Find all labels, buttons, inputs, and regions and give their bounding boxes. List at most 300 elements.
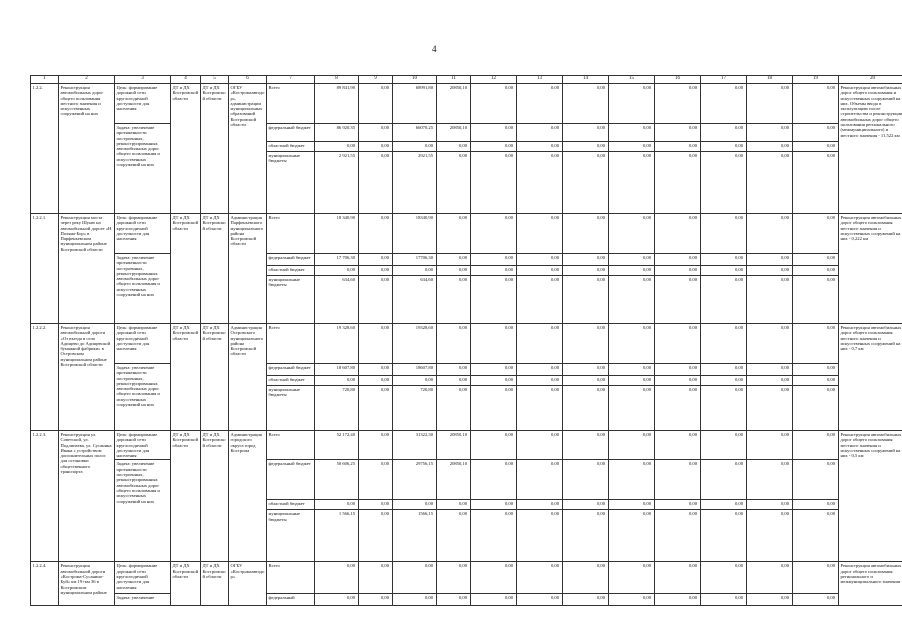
funding-value: 0,00 [701, 124, 747, 142]
entry-goal: Цель: формирование дорожной сети круглогодичной доступности для населения [115, 431, 171, 460]
entry-goal: Цель: формирование дорожной сети круглогодичной доступности для населения [115, 214, 171, 254]
funding-value: 0,00 [655, 460, 701, 500]
funding-value: 0,00 [517, 276, 563, 324]
funding-value: 29756,15 [393, 460, 437, 500]
entry-name: Реконструкция моста через реку Шуню на автомобильной дороге «Н. Поляна-Бор» в Парфеньевском муниципальном районе Костромской области [59, 214, 115, 324]
funding-value: 0,00 [437, 324, 471, 364]
entry-goal: Цель: формирование дорожной сети круглогодичной доступности для населения [115, 562, 171, 594]
funding-value: 0,00 [747, 152, 793, 214]
funding-value: 0,00 [747, 376, 793, 386]
funding-value: 0,00 [563, 594, 609, 606]
funding-value: 0,00 [747, 364, 793, 376]
funding-value: 0,00 [517, 254, 563, 266]
entry-participant: Администрация городского округа город Кострома [229, 431, 267, 562]
funding-value: 0,00 [609, 510, 655, 562]
funding-value: 0,00 [563, 562, 609, 594]
funding-source: федеральный бюджет [267, 364, 315, 376]
funding-value: 0,00 [437, 500, 471, 510]
funding-value: 0,00 [471, 376, 517, 386]
funding-source: областной бюджет [267, 266, 315, 276]
funding-value: 20850,10 [437, 460, 471, 500]
funding-value: 0,00 [609, 376, 655, 386]
funding-value: 20850,10 [437, 84, 471, 124]
column-number: 2 [59, 76, 115, 84]
funding-value: 0,00 [701, 594, 747, 606]
funding-value: 0,00 [437, 254, 471, 266]
column-number: 11 [437, 76, 471, 84]
funding-value: 0,00 [793, 562, 839, 594]
funding-value: 0,00 [563, 510, 609, 562]
funding-row [31, 594, 902, 606]
funding-value: 18607,80 [393, 364, 437, 376]
column-number: 5 [201, 76, 229, 84]
funding-value: 0,00 [701, 562, 747, 594]
funding-value: 0,00 [437, 594, 471, 606]
funding-value: 0,00 [563, 386, 609, 431]
funding-value: 0,00 [701, 500, 747, 510]
funding-value: 720,80 [393, 386, 437, 431]
funding-value: 0,00 [563, 124, 609, 142]
column-number: 3 [115, 76, 171, 84]
funding-value: 0,00 [517, 364, 563, 376]
funding-value: 0,00 [359, 124, 393, 142]
funding-value: 0,00 [359, 562, 393, 594]
funding-value: 50 606,25 [315, 460, 359, 500]
funding-value: 0,00 [359, 324, 393, 364]
column-number: 12 [471, 76, 517, 84]
funding-value: 0,00 [315, 376, 359, 386]
funding-row [31, 562, 902, 594]
column-number: 17 [701, 76, 747, 84]
funding-value: 0,00 [315, 562, 359, 594]
funding-value: 0,00 [793, 214, 839, 254]
funding-source: Всего [267, 324, 315, 364]
funding-value: 0,00 [437, 276, 471, 324]
funding-value: 0,00 [747, 594, 793, 606]
funding-value: 0,00 [517, 142, 563, 152]
funding-value: 17 706,30 [315, 254, 359, 266]
funding-value: 0,00 [359, 266, 393, 276]
funding-source: Всего [267, 84, 315, 124]
funding-value: 0,00 [393, 562, 437, 594]
entry-task: Задача: увеличение [115, 594, 171, 606]
funding-value: 0,00 [655, 364, 701, 376]
funding-source: областной бюджет [267, 142, 315, 152]
funding-value: 0,00 [701, 84, 747, 124]
funding-value: 0,00 [315, 594, 359, 606]
entry-name: Реконструкция автомобильной дороги «Кострома-Сусанино-Буй» км 19+км 36 в Костромском муниципальном районе [59, 562, 115, 606]
funding-value: 0,00 [747, 510, 793, 562]
funding-value: 0,00 [563, 324, 609, 364]
funding-value: 0,00 [747, 386, 793, 431]
funding-value: 0,00 [563, 152, 609, 214]
funding-value: 0,00 [747, 431, 793, 460]
funding-value: 0,00 [655, 376, 701, 386]
funding-value: 0,00 [793, 142, 839, 152]
funding-value: 0,00 [609, 500, 655, 510]
entry-task: Задача: увеличение протяженности построенных, реконструированных автомобильных дорог общего пользования и искусственных сооружений на них [115, 254, 171, 324]
funding-value: 0,00 [747, 276, 793, 324]
funding-source: муниципальные бюджеты [267, 510, 315, 562]
funding-value: 0,00 [471, 152, 517, 214]
funding-value: 0,00 [359, 376, 393, 386]
funding-value: 634,60 [315, 276, 359, 324]
funding-value: 0,00 [517, 386, 563, 431]
funding-value: 0,00 [793, 266, 839, 276]
entry-executor: ДТ и ДХ Костромской области [171, 84, 201, 214]
funding-value: 0,00 [471, 84, 517, 124]
funding-source: федеральный бюджет [267, 254, 315, 266]
funding-value: 0,00 [517, 460, 563, 500]
funding-value: 0,00 [393, 266, 437, 276]
funding-value: 0,00 [471, 276, 517, 324]
funding-value: 0,00 [359, 364, 393, 376]
funding-value: 0,00 [655, 431, 701, 460]
funding-value: 18 340,90 [315, 214, 359, 254]
funding-value: 0,00 [793, 460, 839, 500]
funding-value: 18 607,80 [315, 364, 359, 376]
funding-value: 0,00 [655, 254, 701, 266]
funding-value: 0,00 [701, 386, 747, 431]
funding-value: 0,00 [437, 266, 471, 276]
entry-executor: ДТ и ДХ Костромской области [171, 562, 201, 606]
funding-value: 0,00 [609, 84, 655, 124]
funding-value: 0,00 [609, 562, 655, 594]
funding-value: 0,00 [655, 214, 701, 254]
funding-value: 0,00 [701, 324, 747, 364]
funding-value: 0,00 [471, 500, 517, 510]
funding-value: 0,00 [701, 266, 747, 276]
funding-source: федеральный бюджет [267, 124, 315, 142]
funding-value: 0,00 [747, 214, 793, 254]
entry-id: 1.2.2.2. [31, 324, 59, 431]
entry-customer: ДТ и ДХ Костромской области [201, 562, 229, 606]
column-number: 14 [563, 76, 609, 84]
funding-value: 0,00 [793, 431, 839, 460]
funding-row [31, 254, 902, 266]
funding-value: 0,00 [747, 254, 793, 266]
funding-value: 0,00 [747, 266, 793, 276]
funding-value: 0,00 [393, 142, 437, 152]
entry-participant: Администрация Островского муниципального района Костромской области [229, 324, 267, 431]
funding-value: 0,00 [517, 431, 563, 460]
funding-value: 0,00 [471, 214, 517, 254]
funding-value: 0,00 [655, 276, 701, 324]
entry-result: Реконструкция автомобильных дорог общего пользования регионального и межмуниципального значения [839, 562, 902, 606]
funding-value: 0,00 [747, 84, 793, 124]
column-number: 18 [747, 76, 793, 84]
funding-value: 0,00 [655, 124, 701, 142]
funding-value: 2 921,55 [315, 152, 359, 214]
funding-source: областной бюджет [267, 500, 315, 510]
column-number: 20 [839, 76, 902, 84]
funding-value: 0,00 [655, 500, 701, 510]
funding-value: 0,00 [359, 84, 393, 124]
funding-value: 19328,60 [393, 324, 437, 364]
funding-value: 0,00 [563, 214, 609, 254]
funding-row [31, 364, 902, 376]
funding-value: 0,00 [793, 510, 839, 562]
funding-value: 720,80 [315, 386, 359, 431]
funding-value: 0,00 [747, 460, 793, 500]
funding-value: 0,00 [793, 386, 839, 431]
entry-executor: ДТ и ДХ Костромской области [171, 214, 201, 324]
funding-value: 0,00 [563, 364, 609, 376]
funding-value: 18340,90 [393, 214, 437, 254]
funding-value: 0,00 [655, 152, 701, 214]
funding-value: 1566,15 [393, 510, 437, 562]
funding-value: 0,00 [701, 152, 747, 214]
funding-value: 17706,30 [393, 254, 437, 266]
funding-value: 0,00 [437, 386, 471, 431]
funding-source: Всего [267, 214, 315, 254]
funding-value: 0,00 [315, 142, 359, 152]
entry-result: Реконструкция автомобильных дорог общего пользования местного значения и искусственных сооружений на них - 0,7 км [839, 324, 902, 431]
entry-id: 1.2.2.1. [31, 214, 59, 324]
program-table [30, 75, 902, 606]
entry-name: Реконструкция ул. Советской, ул. Подлипаева, ул. Сусанина Ивана с устройством дополнительных полос для остановки общественного транспорта [59, 431, 115, 562]
funding-value: 0,00 [655, 324, 701, 364]
funding-value: 0,00 [517, 214, 563, 254]
funding-value: 0,00 [655, 84, 701, 124]
funding-value: 0,00 [517, 510, 563, 562]
entry-result: Реконструкция автомобильных дорог общего пользования и искусственных сооружений на них. Объемы ввода в эксплуатацию после строительства и реконструкции автомобильных дорог общего пользования регионального (межмуниципального) и местного значения - 11,522 км [839, 84, 902, 214]
funding-row [31, 124, 902, 142]
funding-value: 0,00 [359, 142, 393, 152]
column-number: 19 [793, 76, 839, 84]
funding-value: 0,00 [701, 142, 747, 152]
funding-value: 0,00 [655, 142, 701, 152]
entry-customer: ДТ и ДХ Костромской области [201, 214, 229, 324]
funding-value: 0,00 [315, 266, 359, 276]
column-number: 4 [171, 76, 201, 84]
funding-value: 0,00 [609, 386, 655, 431]
entry-name: Реконструкция автомобильной дороги «От въезда в село Адищево до Адищевской бумажной фабрики» в Островском муниципальном районе Костромской области [59, 324, 115, 431]
funding-value: 0,00 [609, 142, 655, 152]
funding-value: 0,00 [793, 500, 839, 510]
funding-value: 0,00 [517, 124, 563, 142]
funding-value: 0,00 [701, 276, 747, 324]
column-number: 15 [609, 76, 655, 84]
funding-value: 19 328,60 [315, 324, 359, 364]
funding-source: федеральный [267, 594, 315, 606]
funding-value: 0,00 [609, 594, 655, 606]
funding-row [31, 431, 902, 460]
funding-value: 0,00 [747, 324, 793, 364]
entry-result: Реконструкция автомобильных дорог общего пользования местного значения и искусственных сооружений на них - 0,5 км [839, 431, 902, 562]
funding-value: 0,00 [701, 254, 747, 266]
funding-source: муниципальные бюджеты [267, 386, 315, 431]
funding-value: 0,00 [793, 254, 839, 266]
funding-value: 0,00 [437, 562, 471, 594]
funding-value: 0,00 [609, 254, 655, 266]
entry-id: 1.2.2. [31, 84, 59, 214]
funding-value: 0,00 [437, 510, 471, 562]
funding-value: 0,00 [609, 460, 655, 500]
funding-value: 0,00 [471, 124, 517, 142]
funding-value: 0,00 [609, 276, 655, 324]
funding-source: Всего [267, 431, 315, 460]
funding-value: 0,00 [609, 214, 655, 254]
column-number: 16 [655, 76, 701, 84]
page-number: 4 [432, 44, 437, 54]
funding-value: 0,00 [563, 460, 609, 500]
funding-value: 0,00 [359, 500, 393, 510]
funding-value: 0,00 [359, 594, 393, 606]
funding-value: 0,00 [563, 142, 609, 152]
funding-value: 0,00 [471, 562, 517, 594]
funding-value: 0,00 [563, 254, 609, 266]
funding-value: 0,00 [359, 431, 393, 460]
funding-value: 0,00 [471, 364, 517, 376]
funding-value: 0,00 [359, 214, 393, 254]
entry-goal: Цель: формирование дорожной сети круглогодичной доступности для населения [115, 324, 171, 364]
funding-value: 0,00 [563, 84, 609, 124]
funding-value: 0,00 [655, 510, 701, 562]
funding-value: 0,00 [747, 142, 793, 152]
funding-value: 0,00 [609, 152, 655, 214]
funding-value: 0,00 [701, 214, 747, 254]
funding-value: 0,00 [471, 460, 517, 500]
funding-value: 31322,30 [393, 431, 437, 460]
entry-participant: ОГБУ «Костромаавтодор» [229, 562, 267, 606]
entry-task: Задача: увеличение протяженности построенных, реконструированных автомобильных дорог общего пользования и искусственных сооружений на них [115, 460, 171, 562]
funding-value: 0,00 [359, 386, 393, 431]
funding-value: 0,00 [471, 254, 517, 266]
funding-row [31, 460, 902, 500]
funding-value: 0,00 [609, 266, 655, 276]
funding-row [31, 214, 902, 254]
funding-value: 0,00 [655, 386, 701, 431]
funding-value: 0,00 [609, 431, 655, 460]
funding-value: 0,00 [701, 431, 747, 460]
column-number: 8 [315, 76, 359, 84]
funding-value: 0,00 [793, 594, 839, 606]
funding-value: 0,00 [747, 562, 793, 594]
column-number: 10 [393, 76, 437, 84]
funding-value: 89 841,90 [315, 84, 359, 124]
funding-value: 0,00 [609, 364, 655, 376]
column-number-row [31, 76, 902, 84]
funding-value: 0,00 [563, 431, 609, 460]
entry-goal: Цель: формирование дорожной сети круглогодичной доступности для населения [115, 84, 171, 124]
funding-value: 0,00 [747, 124, 793, 142]
column-number: 1 [31, 76, 59, 84]
funding-value: 0,00 [701, 460, 747, 500]
funding-value: 52 172,40 [315, 431, 359, 460]
funding-value: 0,00 [393, 500, 437, 510]
funding-value: 20850,10 [437, 124, 471, 142]
entry-result: Реконструкция автомобильных дорог общего пользования местного значения и искусственных сооружений на них - 0,222 км [839, 214, 902, 324]
funding-value: 634,60 [393, 276, 437, 324]
entry-participant: Администрация Парфеньевского муниципального района Костромской области [229, 214, 267, 324]
funding-value: 0,00 [471, 266, 517, 276]
funding-value: 0,00 [437, 142, 471, 152]
funding-value: 0,00 [437, 364, 471, 376]
funding-value: 0,00 [471, 594, 517, 606]
entry-customer: ДТ и ДХ Костромской области [201, 431, 229, 562]
funding-value: 0,00 [359, 276, 393, 324]
funding-value: 86 920,35 [315, 124, 359, 142]
funding-value: 0,00 [517, 594, 563, 606]
funding-value: 0,00 [793, 276, 839, 324]
funding-value: 0,00 [437, 152, 471, 214]
funding-value: 0,00 [793, 324, 839, 364]
funding-value: 1 566,15 [315, 510, 359, 562]
entry-participant: ОГБУ «Костромаавтодор», администрации муниципальных образований Костромской области [229, 84, 267, 214]
funding-value: 0,00 [793, 124, 839, 142]
entry-customer: ДТ и ДХ Костромской области [201, 84, 229, 214]
funding-value: 0,00 [359, 460, 393, 500]
funding-source: муниципальные бюджеты [267, 152, 315, 214]
entry-id: 1.2.2.3. [31, 431, 59, 562]
funding-value: 0,00 [437, 214, 471, 254]
entry-name: Реконструкция автомобильных дорог общего пользования местного значения и искусственных сооружений на них [59, 84, 115, 214]
funding-value: 0,00 [793, 84, 839, 124]
entry-executor: ДТ и ДХ Костромской области [171, 431, 201, 562]
funding-value: 0,00 [655, 266, 701, 276]
entry-id: 1.2.2.4. [31, 562, 59, 606]
funding-value: 0,00 [471, 142, 517, 152]
column-number: 13 [517, 76, 563, 84]
entry-executor: ДТ и ДХ Костромской области [171, 324, 201, 431]
funding-source: федеральный бюджет [267, 460, 315, 500]
funding-value: 0,00 [701, 364, 747, 376]
funding-value: 0,00 [655, 562, 701, 594]
funding-value: 68991,80 [393, 84, 437, 124]
funding-value: 0,00 [701, 510, 747, 562]
funding-value: 0,00 [471, 386, 517, 431]
funding-value: 0,00 [359, 510, 393, 562]
funding-value: 0,00 [517, 376, 563, 386]
funding-value: 0,00 [701, 376, 747, 386]
entry-task: Задача: увеличение протяженности построенных, реконструированных автомобильных дорог общего пользования и искусственных сооружений на них [115, 364, 171, 431]
funding-value: 0,00 [517, 152, 563, 214]
funding-value: 66070,25 [393, 124, 437, 142]
funding-value: 0,00 [563, 266, 609, 276]
funding-value: 0,00 [517, 84, 563, 124]
funding-value: 0,00 [359, 254, 393, 266]
funding-value: 0,00 [359, 152, 393, 214]
funding-value: 0,00 [393, 594, 437, 606]
funding-value: 0,00 [747, 500, 793, 510]
column-number: 7 [267, 76, 315, 84]
funding-value: 0,00 [315, 500, 359, 510]
funding-value: 0,00 [793, 152, 839, 214]
funding-value: 0,00 [793, 376, 839, 386]
funding-value: 0,00 [609, 324, 655, 364]
funding-value: 0,00 [563, 376, 609, 386]
column-number: 9 [359, 76, 393, 84]
funding-value: 0,00 [609, 124, 655, 142]
funding-value: 0,00 [393, 376, 437, 386]
funding-source: областной бюджет [267, 376, 315, 386]
funding-row [31, 84, 902, 124]
funding-value: 0,00 [517, 500, 563, 510]
funding-source: Всего [267, 562, 315, 594]
funding-source: муниципальные бюджеты [267, 276, 315, 324]
funding-value: 0,00 [471, 324, 517, 364]
funding-value: 20850,10 [437, 431, 471, 460]
funding-value: 0,00 [517, 562, 563, 594]
funding-value: 0,00 [563, 276, 609, 324]
funding-value: 0,00 [793, 364, 839, 376]
funding-value: 0,00 [517, 266, 563, 276]
entry-task: Задача: увеличение протяженности построенных, реконструированных автомобильных дорог общего пользования и искусственных сооружений на них [115, 124, 171, 214]
column-number: 6 [229, 76, 267, 84]
funding-value: 0,00 [655, 594, 701, 606]
funding-value: 0,00 [471, 510, 517, 562]
